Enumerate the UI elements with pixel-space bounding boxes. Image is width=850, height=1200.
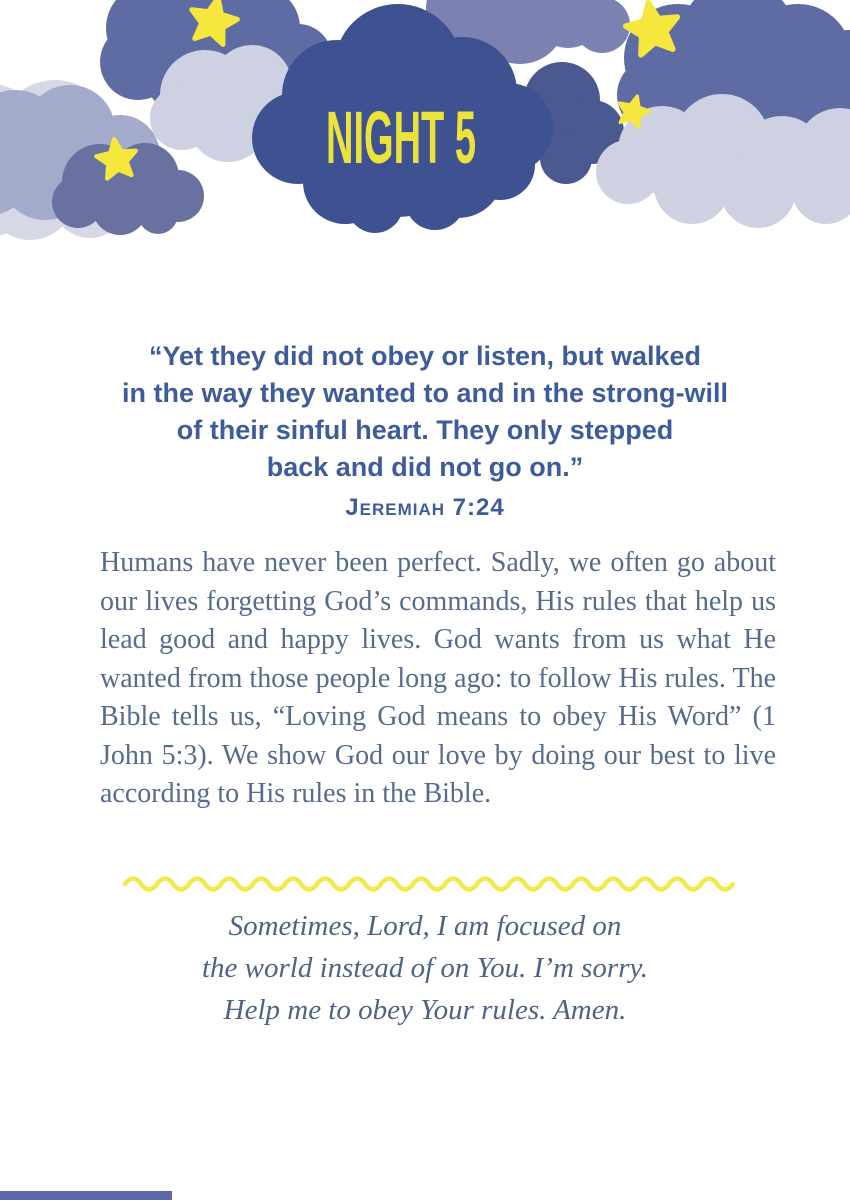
cloud-scene	[0, 0, 850, 250]
prayer-text	[0, 905, 850, 1031]
prayer-line: Sometimes, Lord, I am focused on	[228, 910, 622, 942]
verse-line: back and did not go on.”	[266, 452, 584, 482]
devotional-text: Humans have never been perfect. Sadly, we often go about our lives forgetting God’s commands, His rules that help us lead good and happy lives. God wants from us what He wanted from those people long ago: to follow His rules. The Bible tells us, “Loving God means to obey His Word” (1 John 5:3). We show God our love by doing our best to live according to His rules in the Bible.	[100, 547, 776, 809]
verse-line: in the way they wanted to and in the strong-will	[121, 378, 729, 408]
prayer-line: Help me to obey Your rules. Amen.	[223, 994, 627, 1026]
bible-verse	[0, 338, 850, 522]
prayer-line: the world instead of on You. I’m sorry.	[201, 952, 649, 984]
page-title: NIGHT 5	[326, 96, 476, 179]
verse-line: of their sinful heart. They only stepped	[176, 415, 674, 445]
verse-reference: Jeremiah 7:24	[345, 494, 505, 521]
page-edge-accent	[0, 1191, 172, 1200]
verse-line: “Yet they did not obey or listen, but walked	[148, 341, 702, 371]
wavy-divider	[121, 869, 741, 895]
